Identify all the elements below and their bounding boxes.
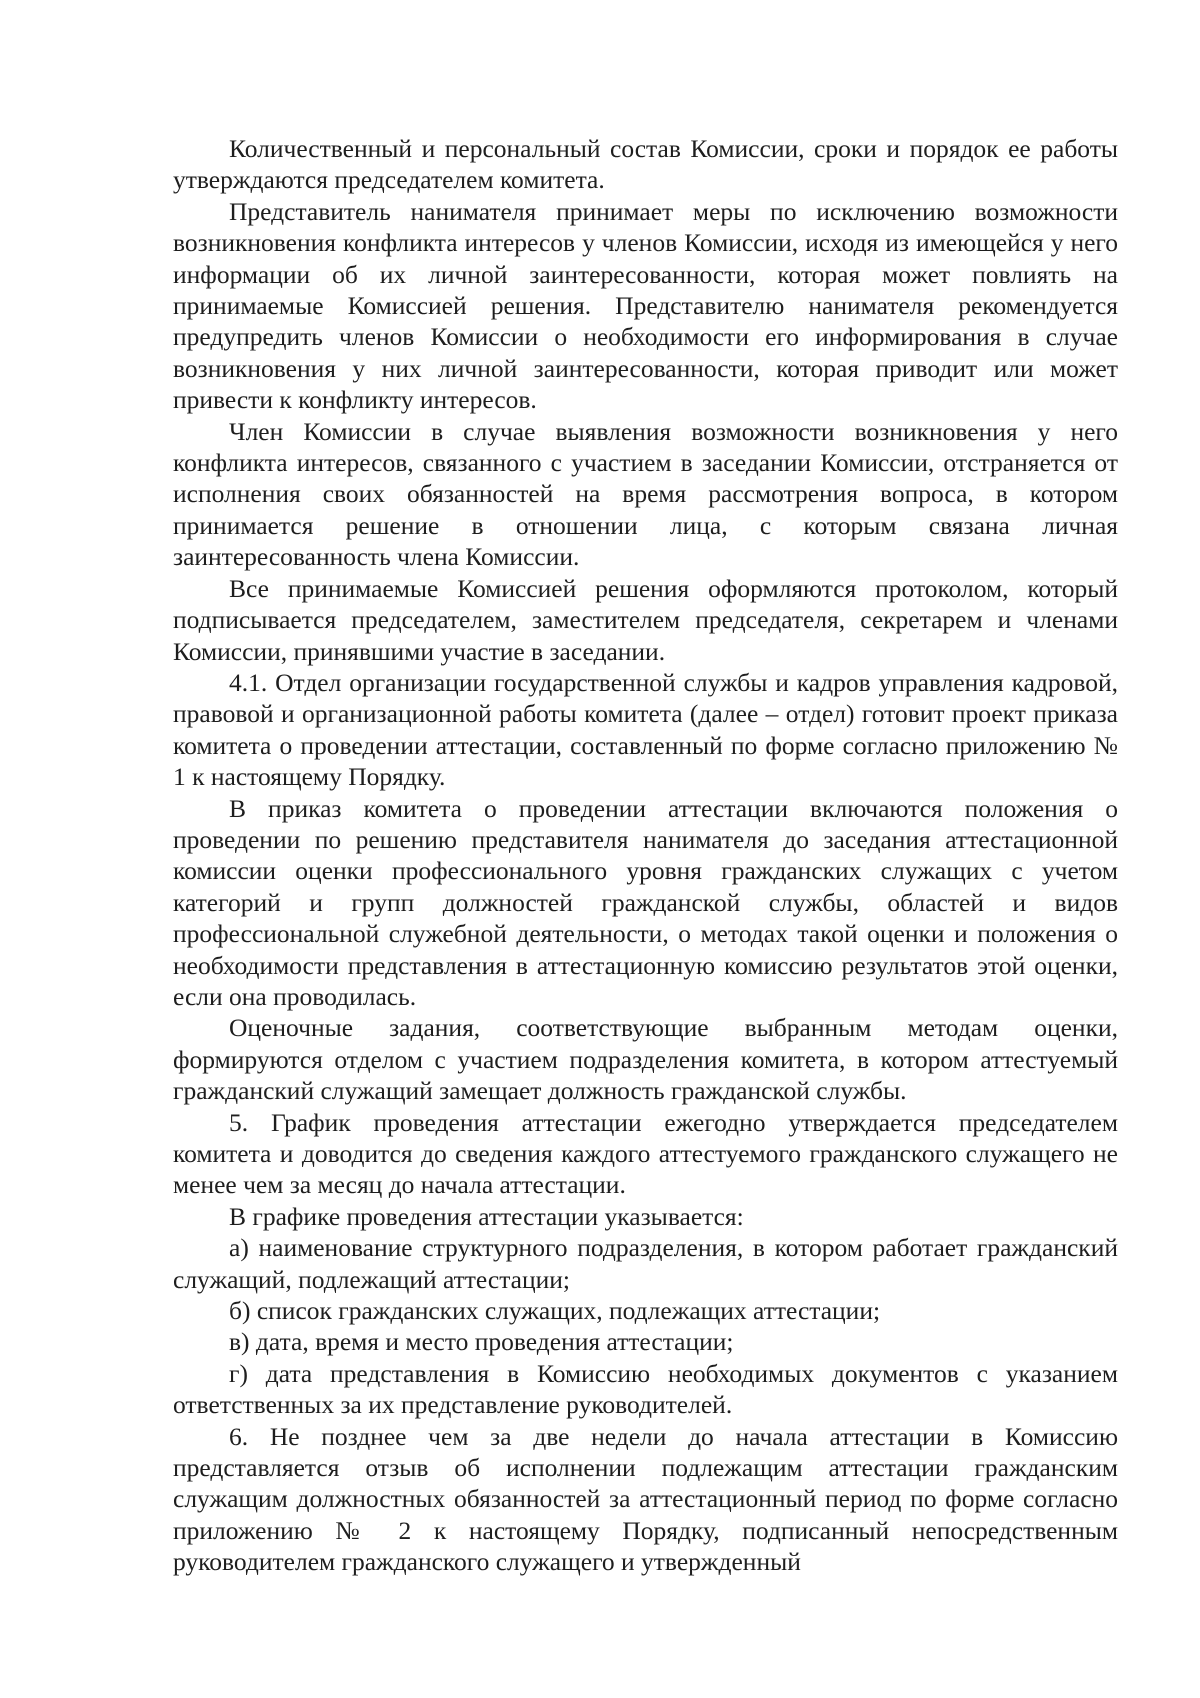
list-item-b: б) список гражданских служащих, подлежащих аттестации; [229,1296,881,1326]
document-body [173,133,1118,1578]
list-item-v: в) дата, время и место проведения аттестации; [229,1327,734,1357]
paragraph-commission-composition: Количественный и персональный состав Комиссии, сроки и порядок ее работы утверждаются председателем комитета. [173,134,1118,195]
paragraph-protocol: Все принимаемые Комиссией решения оформляются протоколом, который подписывается председателем, заместителем председателя, секретарем и членами Комиссии, принявшими участие в заседании. [173,573,1118,666]
paragraph-6-review: 6. Не позднее чем за две недели до начала аттестации в Комиссию представляется отзыв об исполнении подлежащим аттестации гражданским служащим должностных обязанностей за аттестационный период по форме согласно приложению № 2 к настоящему Порядку, подписанный непосредственным руководителем гражданского служащего и утвержденный [173,1421,1118,1577]
list-item-a: а) наименование структурного подразделения, в котором работает гражданский служащий, подлежащий аттестации; [173,1233,1118,1294]
list-item-g: г) дата представления в Комиссию необходимых документов с указанием ответственных за их представление руководителей. [173,1358,1118,1420]
paragraph-conflict-prevention: Представитель нанимателя принимает меры по исключению возможности возникновения конфликта интересов у членов Комиссии, исходя из имеющейся у него информации об их личной заинтересованности, которая может повлиять на принимаемые Комиссией решения. Представителю нанимателя рекомендуется предупредить членов Комиссии о необходимости его информирования в случае возникновения у них личной заинтересованности, которая приводит или может привести к конфликту интересов. [173,196,1118,415]
paragraph-4-1: 4.1. Отдел организации государственной службы и кадров управления кадровой, правовой и организационной работы комитета (далее – отдел) готовит проект приказа комитета о проведении аттестации, составленный по форме согласно приложению № 1 к настоящему Порядку. [173,667,1118,792]
paragraph-member-recusal: Член Комиссии в случае выявления возможности возникновения у него конфликта интересов, связанного с участием в заседании Комиссии, отстраняется от исполнения своих обязанностей на время рассмотрения вопроса, в котором принимается решение в отношении лица, с которым связана личная заинтересованность члена Комиссии. [173,416,1118,572]
paragraph-evaluation-tasks: Оценочные задания, соответствующие выбранным методам оценки, формируются отделом с участием подразделения комитета, в котором аттестуемый гражданский служащий замещает должность гражданской службы. [173,1013,1118,1106]
paragraph-schedule-intro: В графике проведения аттестации указывается: [229,1201,744,1231]
paragraph-order-contents: В приказ комитета о проведении аттестации включаются положения о проведении по решению представителя нанимателя до заседания аттестационной комиссии оценки профессионального уровня гражданских служащих с учетом категорий и групп должностей гражданской службы, областей и видов профессиональной служебной деятельности, о методах такой оценки и положения о необходимости представления в аттестационную комиссию результатов этой оценки, если она проводилась. [173,793,1118,1011]
paragraph-5-schedule: 5. График проведения аттестации ежегодно утверждается председателем комитета и доводится до сведения каждого аттестуемого гражданского служащего не менее чем за месяц до начала аттестации. [173,1107,1118,1200]
